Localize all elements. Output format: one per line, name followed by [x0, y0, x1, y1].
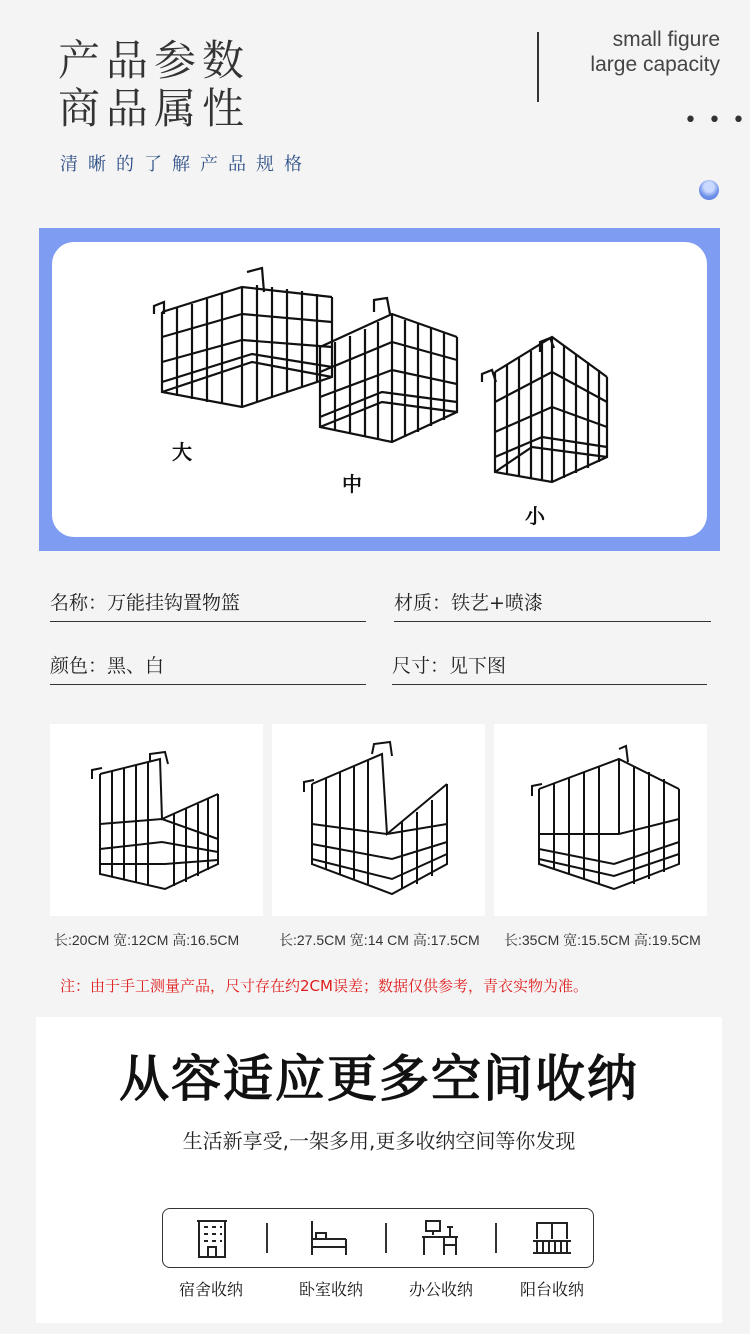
spec-color: 颜色：黑、白 [50, 651, 366, 685]
size-label-large: 大 [172, 440, 192, 464]
page-subtitle: 清晰的了解产品规格 [60, 154, 312, 175]
category-balcony: 阳台收纳 [519, 1280, 584, 1299]
page-title-line-1: 产品参数 [58, 36, 251, 85]
wire-baskets-illustration [52, 242, 707, 537]
product-image-small [50, 724, 263, 916]
spec-size: 尺寸：见下图 [392, 651, 707, 685]
english-tagline-2: large capacity [590, 53, 720, 76]
wire-basket-medium-image [272, 724, 485, 916]
category-bedroom: 卧室收纳 [298, 1280, 363, 1299]
spec-name: 名称：万能挂钩置物篮 [50, 588, 366, 622]
icon-separator [266, 1223, 268, 1253]
icon-separator [495, 1223, 497, 1253]
size-label-medium: 中 [342, 472, 362, 496]
usage-section [36, 1017, 722, 1323]
product-dims-large: 长:35CM 宽:15.5CM 高:19.5CM [504, 932, 701, 948]
category-dormitory: 宿舍收纳 [178, 1280, 243, 1299]
usage-headline: 从容适应更多空间收纳 [119, 1050, 639, 1108]
header-divider [537, 32, 539, 102]
product-dims-medium: 长:27.5CM 宽:14 CM 高:17.5CM [279, 932, 480, 948]
spec-material: 材质：铁艺+喷漆 [394, 588, 711, 622]
showcase-panel [39, 228, 720, 551]
page-title-line-2: 商品属性 [58, 84, 251, 133]
wire-basket-small-image [50, 724, 263, 916]
measurement-note: 注：由于手工测量产品，尺寸存在约2CM误差；数据仅供参考，青衣实物为准。 [60, 977, 588, 995]
product-image-medium [272, 724, 485, 916]
product-dims-small: 长:20CM 宽:12CM 高:16.5CM [54, 932, 240, 948]
usage-slogan: 生活新享受,一架多用,更多收纳空间等你发现 [182, 1129, 576, 1153]
english-tagline-1: small figure [612, 28, 720, 51]
balcony-railing-icon [531, 1219, 573, 1257]
more-dots-icon: • • • [684, 108, 747, 133]
bed-icon [308, 1219, 350, 1257]
size-label-small: 小 [525, 504, 545, 528]
icon-separator [385, 1223, 387, 1253]
dormitory-building-icon [196, 1217, 228, 1259]
blue-sphere-icon [699, 180, 719, 200]
office-desk-icon [420, 1219, 460, 1257]
usage-icon-bar [162, 1208, 594, 1268]
showcase-image [52, 242, 707, 537]
product-image-large [494, 724, 707, 916]
wire-basket-large-image [494, 724, 707, 916]
category-office: 办公收纳 [408, 1280, 473, 1299]
